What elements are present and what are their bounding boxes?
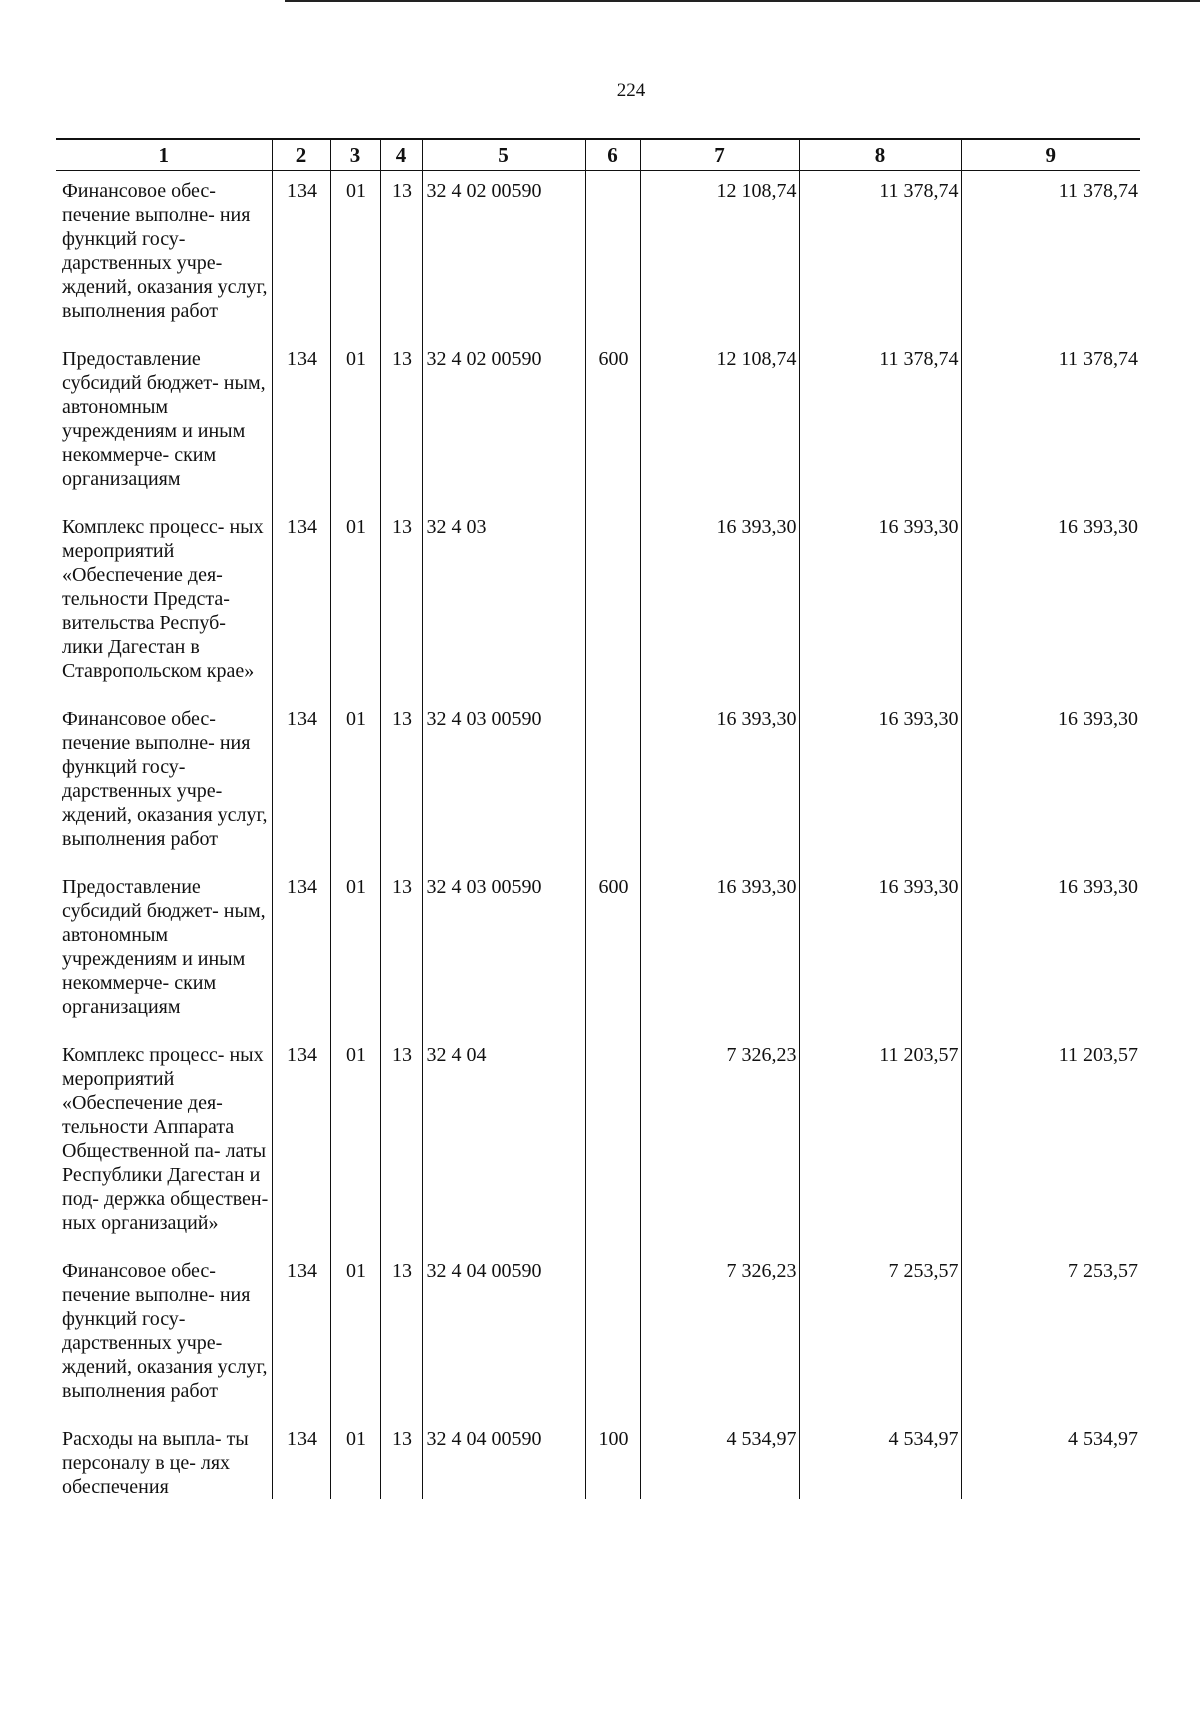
col-header-3: 3 [330, 139, 380, 171]
row-code-expense-type [585, 507, 640, 699]
row-code-expense-type: 600 [585, 339, 640, 507]
row-code-section: 01 [330, 867, 380, 1035]
row-code-subsection: 13 [380, 1035, 422, 1251]
row-amount-7: 7 326,23 [640, 1035, 799, 1251]
row-code-expense-type: 600 [585, 867, 640, 1035]
row-amount-8: 11 378,74 [799, 339, 961, 507]
row-code-section: 01 [330, 171, 380, 340]
row-amount-7: 12 108,74 [640, 171, 799, 340]
row-code-target: 32 4 03 00590 [422, 699, 585, 867]
table-row [56, 867, 1140, 1035]
row-code-section: 01 [330, 699, 380, 867]
row-code-subsection: 13 [380, 699, 422, 867]
row-name: Расходы на выпла- ты персоналу в це- лях обеспечения [62, 1428, 249, 1498]
row-amount-7: 16 393,30 [640, 699, 799, 867]
col-header-2: 2 [272, 139, 330, 171]
row-code-ministry: 134 [272, 1035, 330, 1251]
row-amount-9: 11 203,57 [961, 1035, 1140, 1251]
row-code-ministry: 134 [272, 1419, 330, 1499]
row-amount-7: 7 326,23 [640, 1251, 799, 1419]
row-amount-9: 7 253,57 [961, 1251, 1140, 1419]
row-code-expense-type: 100 [585, 1419, 640, 1499]
row-code-subsection: 13 [380, 507, 422, 699]
col-header-7: 7 [640, 139, 799, 171]
table-row [56, 1251, 1140, 1419]
row-amount-8: 16 393,30 [799, 699, 961, 867]
row-code-target: 32 4 03 00590 [422, 867, 585, 1035]
row-code-ministry: 134 [272, 339, 330, 507]
row-amount-8: 7 253,57 [799, 1251, 961, 1419]
row-code-section: 01 [330, 1251, 380, 1419]
row-name: Финансовое обес- печение выполне- ния функций госу- дарственных учре- ждений, оказания услуг, выполнения работ [62, 708, 268, 850]
row-code-target: 32 4 04 00590 [422, 1419, 585, 1499]
row-code-expense-type [585, 1251, 640, 1419]
row-amount-7: 16 393,30 [640, 867, 799, 1035]
col-header-8: 8 [799, 139, 961, 171]
table-row [56, 699, 1140, 867]
table-row [56, 1035, 1140, 1251]
col-header-9: 9 [961, 139, 1140, 171]
col-header-5: 5 [422, 139, 585, 171]
row-amount-9: 16 393,30 [961, 507, 1140, 699]
table-row [56, 339, 1140, 507]
budget-table [56, 138, 1140, 1499]
row-code-ministry: 134 [272, 171, 330, 340]
row-amount-9: 11 378,74 [961, 339, 1140, 507]
row-amount-7: 12 108,74 [640, 339, 799, 507]
row-code-section: 01 [330, 507, 380, 699]
col-header-6: 6 [585, 139, 640, 171]
row-code-subsection: 13 [380, 1251, 422, 1419]
row-name: Комплекс процесс- ных мероприятий «Обеспечение дея- тельности Аппарата Общественной па- латы Республики Дагестан и под- держка обществен- ных организаций» [62, 1044, 269, 1234]
row-amount-9: 16 393,30 [961, 867, 1140, 1035]
row-name: Финансовое обес- печение выполне- ния функций госу- дарственных учре- ждений, оказания услуг, выполнения работ [62, 180, 268, 322]
row-code-subsection: 13 [380, 1419, 422, 1499]
row-code-section: 01 [330, 339, 380, 507]
col-header-4: 4 [380, 139, 422, 171]
table-row [56, 507, 1140, 699]
row-amount-8: 16 393,30 [799, 507, 961, 699]
row-amount-9: 4 534,97 [961, 1419, 1140, 1499]
row-code-ministry: 134 [272, 1251, 330, 1419]
header-row [56, 139, 1140, 171]
row-code-target: 32 4 02 00590 [422, 339, 585, 507]
row-code-ministry: 134 [272, 507, 330, 699]
row-amount-7: 4 534,97 [640, 1419, 799, 1499]
row-amount-8: 4 534,97 [799, 1419, 961, 1499]
table-row [56, 171, 1140, 340]
row-amount-9: 16 393,30 [961, 699, 1140, 867]
row-name: Предоставление субсидий бюджет- ным, автономным учреждениям и иным некоммерче- ским организациям [62, 348, 266, 490]
row-amount-7: 16 393,30 [640, 507, 799, 699]
row-code-ministry: 134 [272, 699, 330, 867]
row-code-section: 01 [330, 1035, 380, 1251]
row-code-subsection: 13 [380, 867, 422, 1035]
row-code-target: 32 4 04 00590 [422, 1251, 585, 1419]
row-amount-8: 11 203,57 [799, 1035, 961, 1251]
row-code-expense-type [585, 1035, 640, 1251]
row-code-target: 32 4 03 [422, 507, 585, 699]
row-amount-9: 11 378,74 [961, 171, 1140, 340]
row-name: Финансовое обес- печение выполне- ния функций госу- дарственных учре- ждений, оказания услуг, выполнения работ [62, 1260, 268, 1402]
row-code-section: 01 [330, 1419, 380, 1499]
row-name: Комплекс процесс- ных мероприятий «Обеспечение дея- тельности Предста- вительства Респуб- лики Дагестан в Ставропольском крае» [62, 516, 264, 682]
row-code-target: 32 4 04 [422, 1035, 585, 1251]
row-amount-8: 11 378,74 [799, 171, 961, 340]
row-code-subsection: 13 [380, 171, 422, 340]
top-rule [285, 0, 1200, 2]
row-code-expense-type [585, 699, 640, 867]
col-header-1: 1 [56, 139, 272, 171]
row-code-subsection: 13 [380, 339, 422, 507]
row-amount-8: 16 393,30 [799, 867, 961, 1035]
table-row [56, 1419, 1140, 1499]
row-name: Предоставление субсидий бюджет- ным, автономным учреждениям и иным некоммерче- ским организациям [62, 876, 266, 1018]
row-code-expense-type [585, 171, 640, 340]
row-code-ministry: 134 [272, 867, 330, 1035]
row-code-target: 32 4 02 00590 [422, 171, 585, 340]
page-number: 224 [616, 80, 646, 101]
